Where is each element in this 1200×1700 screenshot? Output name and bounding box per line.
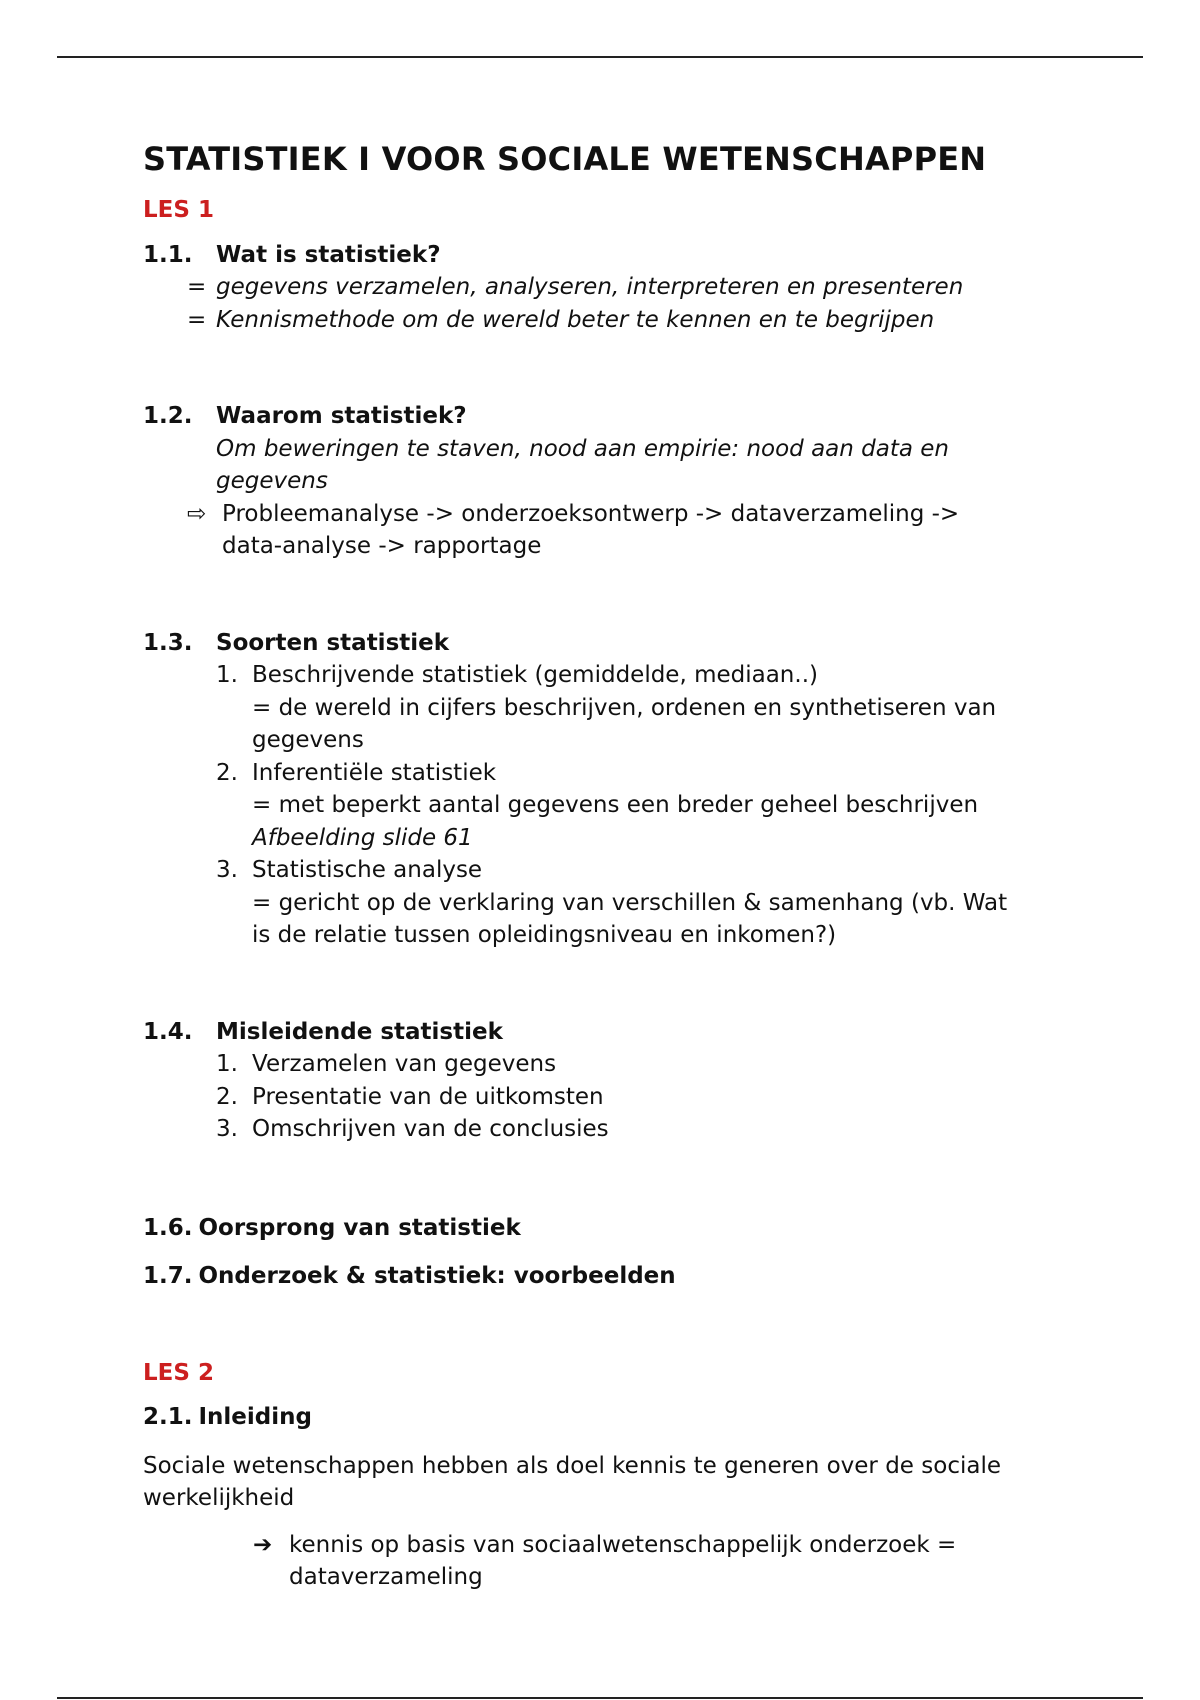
equals-sign: = bbox=[187, 306, 207, 333]
lesson-1-heading: LES 1 bbox=[143, 197, 214, 223]
footer-rule bbox=[57, 1697, 1143, 1699]
section-number: 1.2. bbox=[143, 403, 193, 429]
paragraph: Sociale wetenschappen hebben als doel kennis te generen over de sociale werkelijkheid bbox=[143, 1452, 1001, 1511]
section-1-4-heading bbox=[143, 1016, 1063, 1049]
list-item: 3. Omschrijven van de conclusies bbox=[216, 1116, 609, 1142]
equals-sign: = bbox=[187, 274, 207, 300]
italic-note: Afbeelding slide 61 bbox=[252, 824, 473, 851]
section-title: Wat is statistiek? bbox=[216, 241, 441, 268]
document-body bbox=[143, 138, 1063, 1594]
section-1-1-heading bbox=[143, 239, 1063, 272]
right-arrow-icon: ➔ bbox=[253, 1531, 273, 1558]
arrow-bullet: ➔ kennis op basis van sociaalwetenschappelijk onderzoek = dataverzameling bbox=[143, 1529, 1063, 1594]
section-1-7-heading bbox=[143, 1260, 1063, 1293]
numbered-list bbox=[143, 1048, 1063, 1146]
section-1-3-heading bbox=[143, 627, 1063, 660]
header-rule bbox=[57, 56, 1143, 58]
arrow-bullet: ⇨ Probleemanalyse -> onderzoeksontwerp -> dataverzameling -> data-analyse -> rapportage bbox=[143, 498, 1063, 563]
section-number: 2.1. bbox=[143, 1404, 193, 1430]
list-item: 1. Verzamelen van gegevens bbox=[216, 1051, 557, 1077]
section-title: Onderzoek & statistiek: voorbeelden bbox=[198, 1263, 676, 1289]
section-title: Waarom statistiek? bbox=[216, 403, 467, 429]
section-title: Oorsprong van statistiek bbox=[198, 1214, 521, 1241]
list-item: 3. Statistische analyse bbox=[216, 857, 483, 883]
section-number: 1.1. bbox=[143, 241, 193, 268]
section-number: 1.4. bbox=[143, 1018, 193, 1045]
section-1-2-heading bbox=[143, 400, 1063, 433]
lesson-2-heading: LES 2 bbox=[143, 1359, 214, 1386]
list-item: 2. Presentatie van de uitkomsten bbox=[216, 1083, 604, 1110]
numbered-list: 1. Beschrijvende statistiek (gemiddelde, mediaan..) = de wereld in cijfers beschrijven, ordenen en synthetiseren van gegevens 2. Inferentiële statistiek = met beperkt aantal gegevens een breder geheel beschrijven Afbeelding slide 61 3. Statistische analyse = gericht op de verklaring van verschillen & samenhang (vb. Wat is de relatie tussen opleidingsniveau en inkomen?) bbox=[143, 659, 1063, 952]
definition-line: = Kennismethode om de wereld beter te kennen en te begrijpen bbox=[143, 304, 1063, 337]
section-title: Misleidende statistiek bbox=[216, 1018, 503, 1045]
italic-note: Om beweringen te staven, nood aan empirie: nood aan data en bbox=[216, 435, 949, 462]
section-title: Inleiding bbox=[198, 1404, 312, 1430]
list-item: 2. Inferentiële statistiek bbox=[216, 759, 497, 786]
page-title: STATISTIEK I VOOR SOCIALE WETENSCHAPPEN bbox=[143, 140, 987, 178]
section-number: 1.3. bbox=[143, 629, 193, 656]
hollow-arrow-icon: ⇨ bbox=[187, 500, 207, 527]
list-item: 1. Beschrijvende statistiek (gemiddelde, mediaan..) bbox=[216, 662, 818, 688]
section-number: 1.6. bbox=[143, 1214, 193, 1241]
italic-note: gegevens bbox=[216, 468, 328, 494]
section-title: Soorten statistiek bbox=[216, 629, 450, 656]
definition-line: = gegevens verzamelen, analyseren, interpreteren en presenteren bbox=[143, 271, 1063, 304]
section-1-6-heading bbox=[143, 1212, 1063, 1245]
section-2-1-heading bbox=[143, 1401, 1063, 1434]
section-number: 1.7. bbox=[143, 1263, 193, 1289]
